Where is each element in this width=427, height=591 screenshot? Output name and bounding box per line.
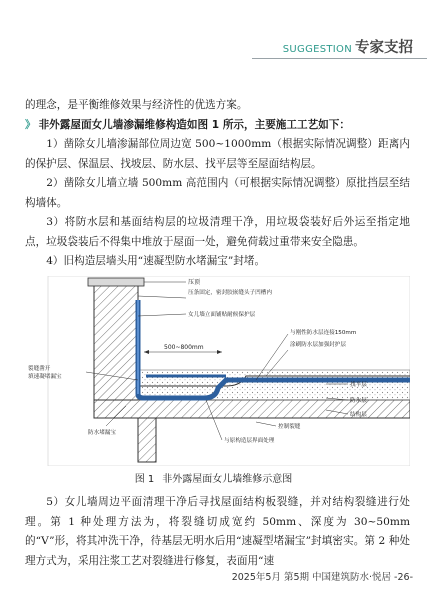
- step-1: 1）凿除女儿墙渗漏部位周边宽 500~1000mm（根据实际情况调整）距离内的保护层、保温层、找坡层、防水层、找平层等至屋面结构层。: [25, 138, 410, 170]
- waterproof-layer-label: 防水层: [350, 398, 367, 404]
- waterproof-plug-label: 防水堵漏宝: [88, 430, 116, 436]
- parapet-wall: [94, 284, 138, 400]
- section-subheading: [25, 116, 410, 136]
- rigid-layer-label: 与刚性防水层连接150mm: [290, 330, 357, 336]
- column-brand: [283, 36, 413, 57]
- screed-label: 找平层: [350, 382, 367, 388]
- lead-paragraph: 的理念，是平衡维修效果与经济性的优选方案。: [25, 99, 248, 111]
- reinforce-cover-label: 涂刷防水层加强封护层: [290, 342, 346, 348]
- coping: [88, 278, 144, 286]
- repair-diagram: [26, 276, 410, 466]
- dim-arrow-left: [144, 350, 149, 354]
- step-5: 5）女儿墙周边平面清理干净后寻找屋面结构板裂缝，并对结构裂缝进行处理。第 1 种处理方法为，将裂缝切成宽约 50mm、深度为 30~50mm 的“V”形，将其冲洗干净，待基层无明水后用“速凝型堵漏宝”封填密实。第 2 种处理方式为，采用注浆工艺对裂缝进行修复，表面用“速: [25, 496, 410, 567]
- page-footer: 2025年5月 第5期 中国建筑防水·悦居 -26-: [231, 572, 413, 583]
- suggestion-label: SUGGESTION: [282, 44, 352, 55]
- coping-sealant-label: 压条固定，密封胶嵌缝头子凹槽内: [188, 290, 272, 296]
- dim-arrow-right: [217, 350, 222, 354]
- chevron-marker-icon: 》: [25, 118, 36, 131]
- article-body-continued: [25, 493, 410, 571]
- step-2: 2）凿除女儿墙立墙 500mm 高范围内（可根据实际情况调整）原批挡层至结构墙体。: [25, 177, 410, 209]
- crack-control-label: 控制裂缝: [278, 424, 301, 430]
- crack-fill-label: 填速凝堵漏宝: [28, 374, 62, 380]
- dim-width-label: 500~800mm: [164, 344, 204, 351]
- article-body: [25, 96, 410, 272]
- repair-diagram-svg: [26, 276, 410, 466]
- figure-title: 非外露屋面女儿墙维修示意图: [162, 474, 293, 485]
- page-header: [0, 0, 427, 70]
- figure-caption: [0, 470, 427, 485]
- parapet-protect-label: 女儿墙立面铺贴耐候保护层: [188, 312, 256, 318]
- figure-number: 图 1: [134, 474, 155, 485]
- step-3: 3）将防水层和基面结构层的垃圾清理干净，用垃圾袋装好后外运至指定地点，垃圾袋装后不得集中堆放于屋面一处，避免荷载过重带来安全隐患。: [25, 216, 410, 248]
- coping-label: 压顶: [188, 279, 201, 286]
- interface-treatment-label: 与原构造层界面处理: [224, 438, 275, 444]
- subheading-text: 非外露屋面女儿墙渗漏维修构造如图 1 所示，主要施工工艺如下：: [38, 118, 350, 131]
- structural-layer-label: 结构层: [350, 412, 367, 418]
- crack-open-label: 裂缝凿开: [28, 366, 51, 372]
- header-rule: [252, 58, 427, 59]
- column-title: 专家支招: [355, 40, 413, 56]
- step-4: 4）旧构造层墙头用“速凝型防水堵漏宝”封堵。: [46, 255, 266, 267]
- beam: [138, 418, 156, 462]
